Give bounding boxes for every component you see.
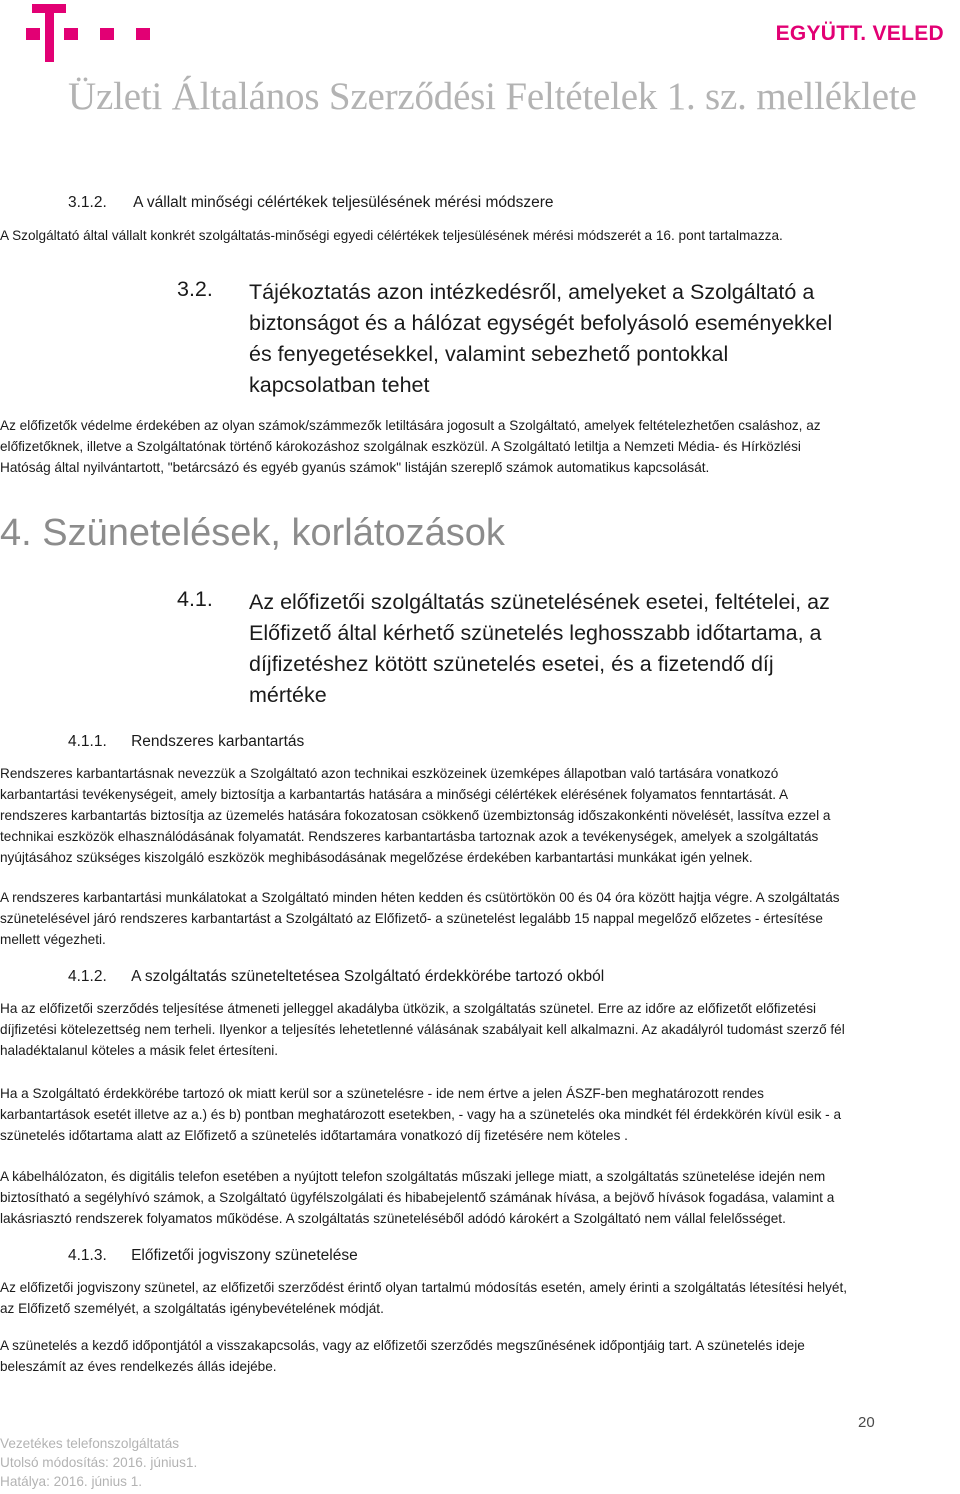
text-line: haladéktalanul köteles a másik felet értesíteni. xyxy=(0,1043,279,1058)
section-3-1-2-text: A Szolgáltató által vállalt konkrét szolgáltatás-minőségi egyedi célértékek teljesülésének mérési módszerét a 16. pont tartalmazza. xyxy=(0,228,783,243)
section-number: 4.1. xyxy=(177,587,213,611)
text-line: nyújtásához szükséges kiszolgáló eszközök meghibásodásának megelőzése érdekében karbantartási munkákat igén yelnek. xyxy=(0,850,753,865)
section-4-1-3-heading xyxy=(68,1247,358,1265)
section-title: A szolgáltatás szüneteltetésea Szolgáltató érdekkörébe tartozó okból xyxy=(131,968,605,985)
heading-line: Az előfizetői szolgáltatás szünetelésének esetei, feltételei, az xyxy=(249,590,830,614)
text-line: mellett végezheti. xyxy=(0,932,106,947)
heading-line: mértéke xyxy=(249,683,327,707)
heading-line: és fenyegetésekkel, valamint sebezhető pontokkal xyxy=(249,342,729,366)
text-line: technikai eszközök elhasználódásának folyamatát. Rendszeres karbantartásba tartoznak azok a tevékenységek, amelyek a szolgáltatás xyxy=(0,829,819,844)
text-line: biztosítható a segélyhívó számok, a Szolgáltató ügyfélszolgálati és hibabejelentő számának hívása, a bejövő hívások fogadása, valamint a xyxy=(0,1190,835,1205)
text-line: rendszeres karbantartás biztosítja az üzemelés hatására fokozatosan csökkenő üzembiztonság időszakonkénti növelését, lassítva ezzel a xyxy=(0,808,831,823)
section-4-1-1-paragraph-1 xyxy=(0,763,958,868)
heading-line: Előfizető által kérhető szünetelés leghosszabb időtartama, a xyxy=(249,621,822,645)
footer-effective-date: Hatálya: 2016. június 1. xyxy=(0,1474,143,1489)
section-4-1-3-paragraph-1 xyxy=(0,1277,958,1319)
heading-line: kapcsolatban tehet xyxy=(249,373,430,397)
text-line: A rendszeres karbantartási munkálatokat a Szolgáltató minden héten kedden és csütörtökön 00 és 04 óra között hajtja végre. A szolgáltatás xyxy=(0,890,840,905)
text-line: Az előfizetői jogviszony szünetel, az előfizetői szerződést érintő olyan tartalmú módosítás esetén, amely érinti a szolgáltatás létesítési helyét, xyxy=(0,1280,848,1295)
document-title: Üzleti Általános Szerződési Feltételek 1. sz. melléklete xyxy=(68,75,917,118)
text-line: szünetelés időtartama alatt az Előfizető a szünetelés időtartamára vonatkozó díj fizetésére nem köteles . xyxy=(0,1128,628,1143)
text-line: Rendszeres karbantartásnak nevezzük a Szolgáltató azon technikai eszközeinek üzemképes állapotban való tartására vonatkozó xyxy=(0,766,779,781)
chapter-4-title: 4. Szünetelések, korlátozások xyxy=(0,512,505,554)
text-line: az Előfizető személyét, a szolgáltatás igénybevételének módját. xyxy=(0,1301,384,1316)
text-line: Ha a Szolgáltató érdekkörébe tartozó ok miatt kerül sor a szünetelésre - ide nem értve a jelen ÁSZF-ben meghatározott rendes xyxy=(0,1086,764,1101)
section-title: Rendszeres karbantartás xyxy=(131,733,305,750)
section-title: Előfizetői jogviszony szünetelése xyxy=(131,1247,358,1264)
heading-line: díjfizetéshez kötött szünetelés esetei, és a fizetendő díj xyxy=(249,652,774,676)
section-3-1-2-heading xyxy=(68,194,554,212)
page-number: 20 xyxy=(858,1414,875,1431)
brand-slogan: EGYÜTT. VELED xyxy=(775,22,944,45)
section-number: 4.1.1. xyxy=(68,733,107,750)
text-line: Az előfizetők védelme érdekében az olyan számok/számmezők letiltására jogosult a Szolgáltató, amelyek feltételezhetően csaláshoz, az xyxy=(0,418,821,433)
text-line: szünetelésével járó rendszeres karbantartást a Szolgáltató az Előfizető- a szünetelést legalább 15 nappal megelőző előzetes - értesítése xyxy=(0,911,823,926)
telekom-logo xyxy=(24,2,164,64)
text-line: karbantartások esetét illetve az a.) és b) pontban meghatározott esetekben, - vagy ha a szünetelés oka mindkét fél érdekkörén kívül esik - a xyxy=(0,1107,842,1122)
text-line: A kábelhálózaton, és digitális telefon esetében a nyújtott telefon szolgáltatás műszaki jellege miatt, a szolgáltatás szünetelése idején nem xyxy=(0,1169,826,1184)
section-4-1-2-paragraph-3 xyxy=(0,1166,958,1229)
section-4-1-1-paragraph-2 xyxy=(0,887,958,950)
text-line: díjfizetési kötelezettség nem terheli. Ilyenkor a teljesítés lehetetlenné válásának szabályait kell alkalmazni. Az akadályról tudomást szerző fél xyxy=(0,1022,845,1037)
section-number: 3.1.2. xyxy=(68,194,107,211)
text-line: előfizetőknek, illetve a Szolgáltatónak történő károkozáshoz szolgálnak eszközül. A Szolgáltató letiltja a Nemzeti Média- és Hírközlési xyxy=(0,439,801,454)
section-4-1-3-paragraph-2 xyxy=(0,1335,958,1377)
footer-service-name: Vezetékes telefonszolgáltatás xyxy=(0,1436,180,1451)
text-line: Ha az előfizetői szerződés teljesítése átmeneti jelleggel akadályba ütközik, a szolgáltatás szünetel. Erre az időre az előfizetőt előfizetési xyxy=(0,1001,817,1016)
heading-line: biztonságot és a hálózat egységét befolyásoló eseményekkel xyxy=(249,311,833,335)
section-title: A vállalt minőségi célértékek teljesülésének mérési módszere xyxy=(133,194,554,211)
text-line: Hatóság által nyilvántartott, "betárcsázó és egyéb gyanús számok" listáján szereplő számok automatikus kapcsolását. xyxy=(0,460,710,475)
section-number: 4.1.3. xyxy=(68,1247,107,1264)
section-3-2-text xyxy=(0,415,958,478)
footer-last-modified: Utolsó módosítás: 2016. június1. xyxy=(0,1455,198,1470)
section-number: 3.2. xyxy=(177,277,213,301)
section-4-1-heading xyxy=(249,587,949,711)
heading-line: Tájékoztatás azon intézkedésről, amelyeket a Szolgáltató a xyxy=(249,280,815,304)
section-number: 4.1.2. xyxy=(68,968,107,985)
section-4-1-2-paragraph-2 xyxy=(0,1083,958,1146)
text-line: A szünetelés a kezdő időpontjától a visszakapcsolás, vagy az előfizetői szerződés megszűnésének időpontjáig tart. A szünetelés ideje xyxy=(0,1338,805,1353)
section-4-1-2-paragraph-1 xyxy=(0,998,958,1061)
text-line: karbantartási tevékenységeit, amely biztosítja a karbantartás hatására a minőségi célértékek elérésének folyamatos fenntartását. A xyxy=(0,787,789,802)
text-line: beleszámít az éves rendelkezés állás idejébe. xyxy=(0,1359,277,1374)
text-line: lakásriasztó rendszerek folyamatos működése. A szolgáltatás szüneteléséből adódó károkért a Szolgáltató nem vállal felelősséget. xyxy=(0,1211,786,1226)
section-3-2-heading xyxy=(249,277,949,401)
section-4-1-2-heading xyxy=(68,968,604,986)
section-4-1-1-heading xyxy=(68,733,304,751)
